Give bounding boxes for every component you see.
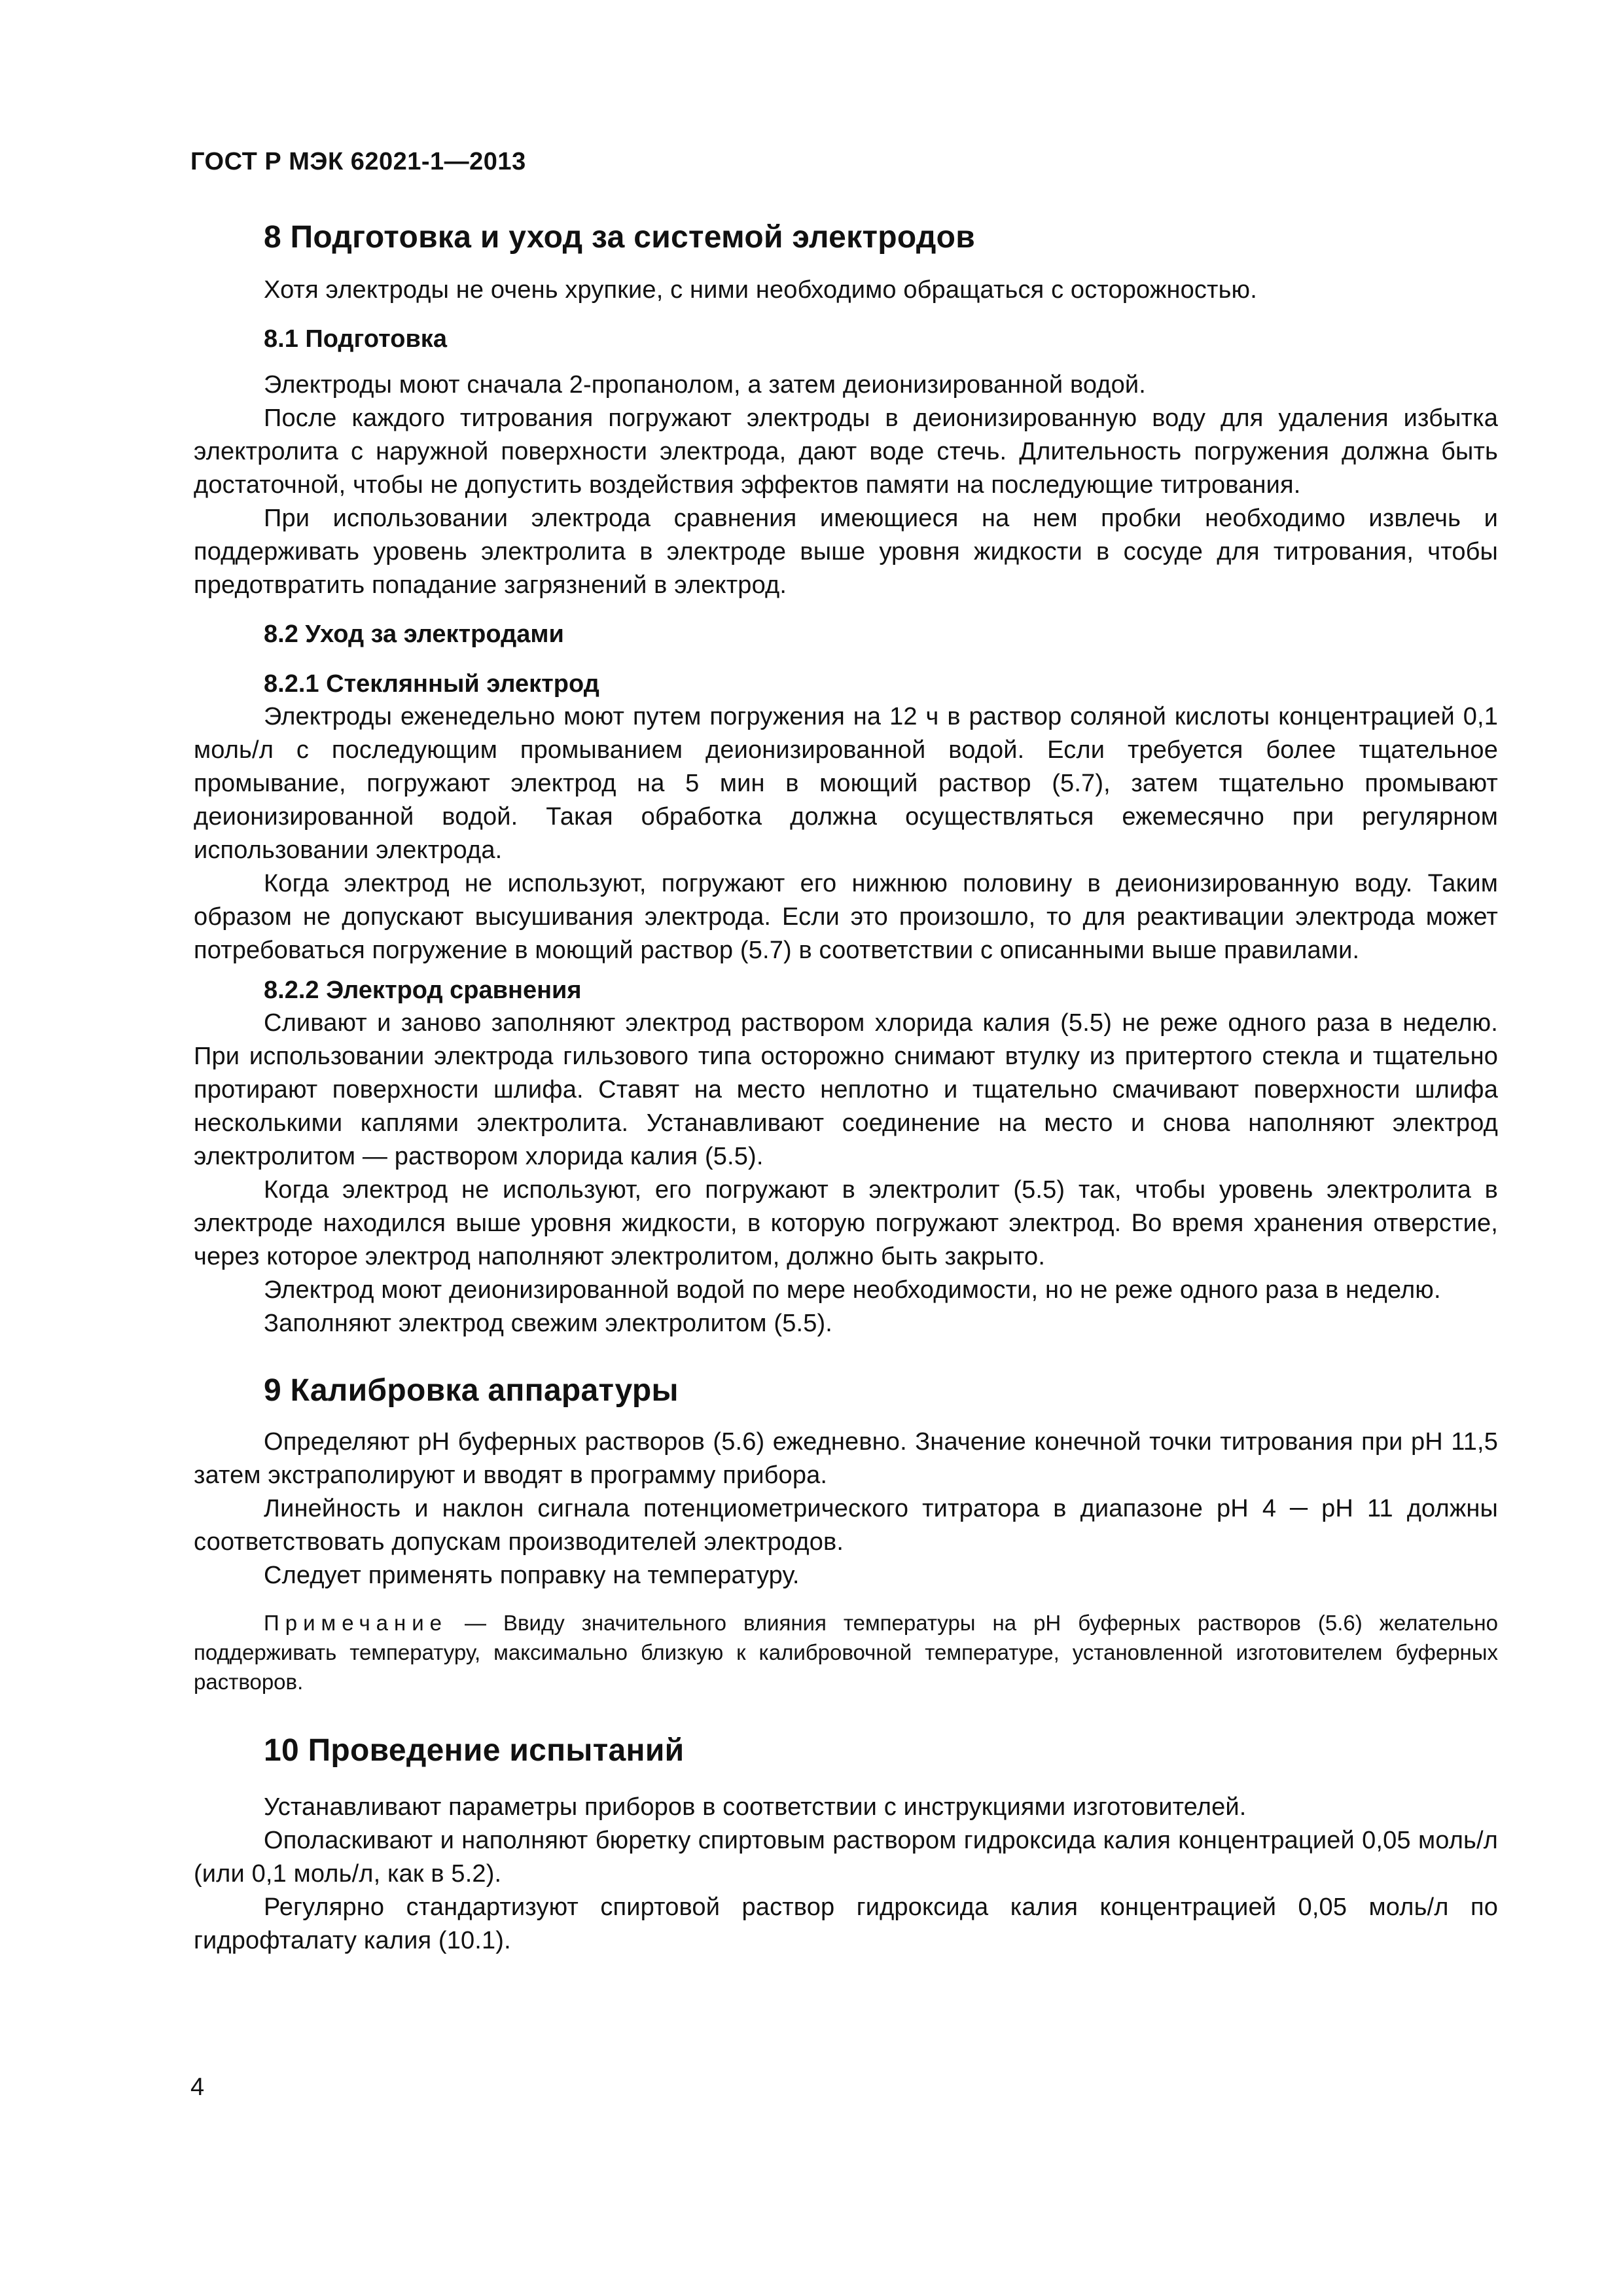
document-body — [194, 216, 1498, 1958]
note-label: Примечание — [264, 1611, 448, 1635]
paragraph: Устанавливают параметры приборов в соответствии с инструкциями изготовителей. — [264, 1793, 1247, 1821]
section-8-heading: 8 Подготовка и уход за системой электродов — [264, 220, 976, 255]
paragraph: Сливают и заново заполняют электрод раствором хлорида калия (5.5) не реже одного раза в неделю. При использовании электрода гильзового типа осторожно снимают втулку из притертого стекла и тщательно протирают поверхности шлифа. Ставят на место неплотно и тщательно смачивают поверхности шлифа несколькими каплями электролита. Устанавливают соединение на место и снова наполняют электрод электролитом — раствором хлорида калия (5.5). — [194, 1009, 1498, 1170]
paragraph: Электроды еженедельно моют путем погружения на 12 ч в раствор соляной кислоты концентрацией 0,1 моль/л с последующим промыванием деионизированной водой. Если требуется более тщательное промывание, погружают электрод на 5 мин в моющий раствор (5.7), затем тщательно промывают деионизированной водой. Такая обработка должна осуществляться ежемесячно при регулярном использовании электрода. — [194, 703, 1498, 864]
paragraph: Регулярно стандартизуют спиртовой раствор гидроксида калия концентрацией 0,05 моль/л по гидрофталату калия (10.1). — [194, 1893, 1498, 1954]
note — [194, 1608, 1498, 1696]
section-8-2-2-heading: 8.2.2 Электрод сравнения — [264, 977, 582, 1004]
section-10-heading: 10 Проведение испытаний — [264, 1733, 685, 1768]
section-8-1-heading: 8.1 Подготовка — [264, 325, 447, 353]
paragraph: Когда электрод не используют, его погружают в электролит (5.5) так, чтобы уровень электролита в электроде находился выше уровня жидкости, в которую погружают электрод. Во время хранения отверстие, через которое электрод наполняют электролитом, должно быть закрыто. — [194, 1176, 1498, 1270]
paragraph: Когда электрод не используют, погружают его нижнюю половину в деионизированную воду. Таким образом не допускают высушивания электрода. Если это произошло, то для реактивации электрода может потребоваться погружение в моющий раствор (5.7) в соответствии с описанными выше правилами. — [194, 870, 1498, 964]
paragraph: Электрод моют деионизированной водой по мере необходимости, но не реже одного раза в неделю. — [264, 1276, 1441, 1304]
page-number: 4 — [190, 2073, 205, 2101]
standard-designation: ГОСТ Р МЭК 62021-1—2013 — [190, 148, 526, 175]
section-9-heading: 9 Калибровка аппаратуры — [264, 1373, 679, 1408]
section-8-2-heading: 8.2 Уход за электродами — [264, 620, 564, 648]
paragraph: При использовании электрода сравнения имеющиеся на нем пробки необходимо извлечь и поддерживать уровень электролита в электроде выше уровня жидкости в сосуде для титрования, чтобы предотвратить попадание загрязнений в электрод. — [194, 505, 1498, 599]
paragraph: После каждого титрования погружают электроды в деионизированную воду для удаления избытка электролита с наружной поверхности электрода, дают воде стечь. Длительность погружения должна быть достаточной, чтобы не допустить воздействия эффектов памяти на последующие титрования. — [194, 404, 1498, 499]
note-text: — Ввиду значительного влияния температуры на pH буферных растворов (5.6) желательно поддерживать температуру, максимально близкую к калибровочной температуре, установленной изготовителем буферных растворов. — [194, 1611, 1498, 1694]
section-8-2-1-heading: 8.2.1 Стеклянный электрод — [264, 670, 599, 698]
paragraph: Определяют pH буферных растворов (5.6) ежедневно. Значение конечной точки титрования при pH 11,5 затем экстраполируют и вводят в программу прибора. — [194, 1428, 1498, 1489]
paragraph: Заполняют электрод свежим электролитом (5.5). — [264, 1310, 832, 1337]
paragraph: Следует применять поправку на температуру. — [264, 1562, 800, 1589]
paragraph: Электроды моют сначала 2-пропанолом, а затем деионизированной водой. — [264, 371, 1146, 399]
section-8-intro: Хотя электроды не очень хрупкие, с ними необходимо обращаться с осторожностью. — [264, 276, 1257, 304]
paragraph: Ополаскивают и наполняют бюретку спиртовым раствором гидроксида калия концентрацией 0,05 моль/л (или 0,1 моль/л, как в 5.2). — [194, 1827, 1498, 1888]
paragraph: Линейность и наклон сигнала потенциометрического титратора в диапазоне pH 4 ─ pH 11 должны соответствовать допускам производителей электродов. — [194, 1495, 1498, 1556]
